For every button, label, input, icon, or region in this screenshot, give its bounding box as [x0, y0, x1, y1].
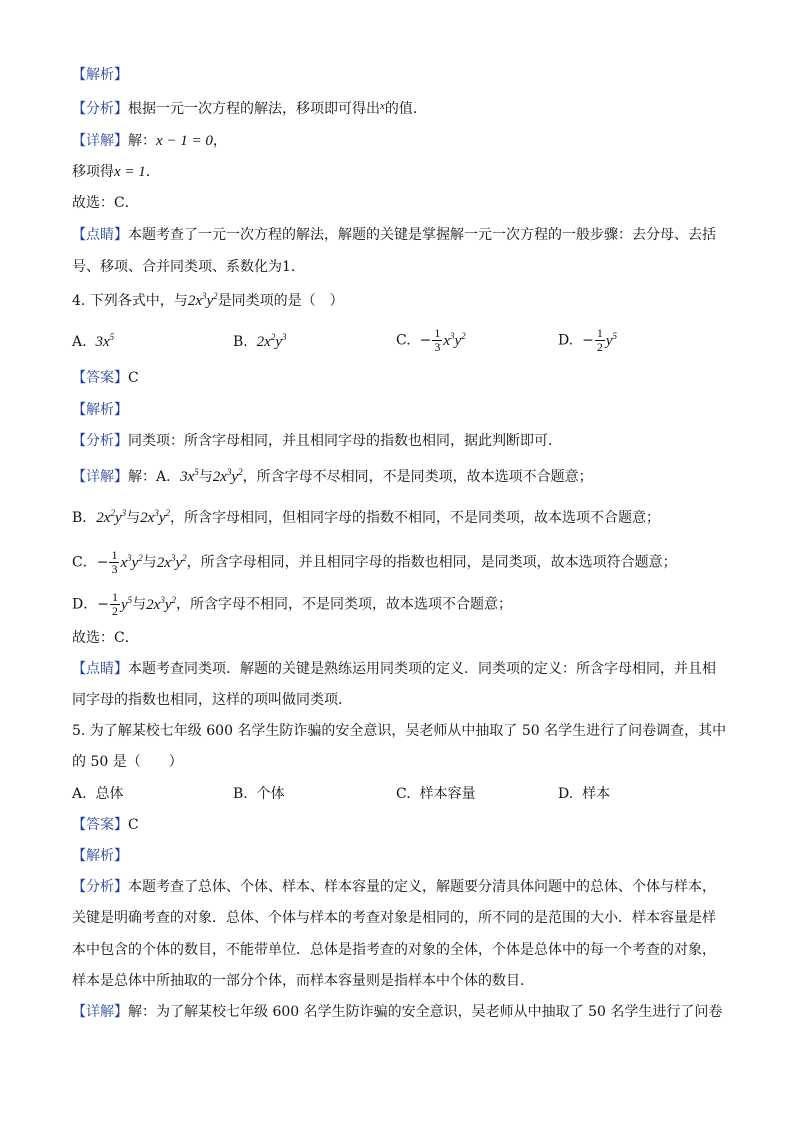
move-term-line: 移项得x = 1．	[72, 164, 160, 180]
q4-dianjing-1: 【点睛】本题考查同类项．解题的关键是熟练运用同类项的定义．同类项的定义：所含字母相同，并且相	[72, 661, 716, 677]
q5-fenxi-3: 本中包含的个体的数目，不能带单位．总体是指考查的对象的全体，个体是总体中的每一个考查的对象，	[72, 942, 716, 958]
dianjing-line-1: 【点睛】本题考查了一元一次方程的解法，解题的关键是掌握解一元一次方程的一般步骤：去分母、去括	[72, 227, 716, 243]
q4-option-b: B. $2x^2y^3$	[233, 332, 287, 350]
q5-fenxi-4: 样本是总体中所抽取的一部分个体，而样本容量则是指样本中个体的数目．	[72, 973, 534, 989]
q4-dianjing-2: 同字母的指数也相同，这样的项叫做同类项．	[72, 692, 352, 708]
q5-xiangjie: 【详解】解：为了解某校七年级 600 名学生防诈骗的安全意识，吴老师从中抽取了 50 名学生进行了问卷	[72, 1004, 723, 1020]
choice-line: 故选：C．	[72, 195, 139, 211]
q5-option-d: D. 样本	[558, 786, 611, 802]
q5-answer: 【答案】C	[72, 817, 139, 833]
analysis-heading: 【解析】	[72, 67, 128, 83]
q4-fenxi: 【分析】同类项：所含字母相同，并且相同字母的指数也相同，据此判断即可．	[72, 433, 562, 449]
q5-stem-1: 5. 为了解某校七年级 600 名学生防诈骗的安全意识，吴老师从中抽取了 50 名学生进行了问卷调查，其中	[72, 723, 727, 739]
q5-option-a: A. 总体	[72, 786, 124, 802]
q4-stem: 4. 下列各式中，与$2x^3y^2$是同类项的是（ ）	[72, 291, 344, 309]
q4-analysis-heading: 【解析】	[72, 402, 128, 418]
q5-fenxi-1: 【分析】本题考查了总体、个体、样本、样本容量的定义，解题要分清具体问题中的总体、个体与样本，	[72, 879, 716, 895]
dianjing-line-2: 号、移项、合并同类项、系数化为1．	[72, 259, 305, 275]
q5-fenxi-2: 关键是明确考查的对象．总体、个体与样本的考查对象是相同的，所不同的是范围的大小．样本容量是样	[72, 910, 716, 926]
xiangjie-line: 【详解】解：x − 1 = 0，	[72, 133, 227, 149]
dianjing-tag: 【点睛】	[72, 227, 128, 243]
q4-stem-math: $2x^3y^2$	[187, 291, 218, 309]
q4-xiangjie-b: B．$2x^2y^3$与$2x^3y^2$，所含字母相同，但相同字母的指数不相同，不是同类项，故本选项不合题意；	[72, 508, 660, 526]
q4-option-a: A. $3x^5$	[72, 332, 115, 350]
q4-option-c: C. − $\frac{1}{3}$ $x^3y^2$	[396, 326, 466, 354]
q4-answer: 【答案】C	[72, 370, 139, 386]
q5-option-b: B. 个体	[233, 786, 285, 802]
q5-stem-2: 的 50 是（ ）	[72, 754, 183, 770]
q4-xiangjie-a: 【详解】解：A．$3x^5$与$2x^3y^2$，所含字母不尽相同，不是同类项，故本选项不合题意；	[72, 467, 593, 485]
xiangjie-tag: 【详解】	[72, 133, 128, 149]
q4-choice: 故选：C．	[72, 630, 139, 646]
q4-xiangjie-d: D．− $\frac{1}{2}$ $y^5$与$2x^3y^2$，所含字母不相同，不是同类项，故本选项不合题意；	[72, 590, 512, 618]
q5-analysis-heading: 【解析】	[72, 848, 128, 864]
fenxi-line: 【分析】根据一元一次方程的解法，移项即可得出$^x$的值．	[72, 100, 427, 117]
q5-option-c: C. 样本容量	[396, 786, 476, 802]
q4-option-d: D. − $\frac{1}{2}$ $y^5$	[558, 326, 617, 354]
fenxi-tag: 【分析】	[72, 101, 128, 117]
q4-xiangjie-c: C．− $\frac{1}{3}$ $x^3y^2$与$2x^3y^2$，所含字母相同，并且相同字母的指数也相同，是同类项，故本选项符合题意；	[72, 548, 677, 576]
